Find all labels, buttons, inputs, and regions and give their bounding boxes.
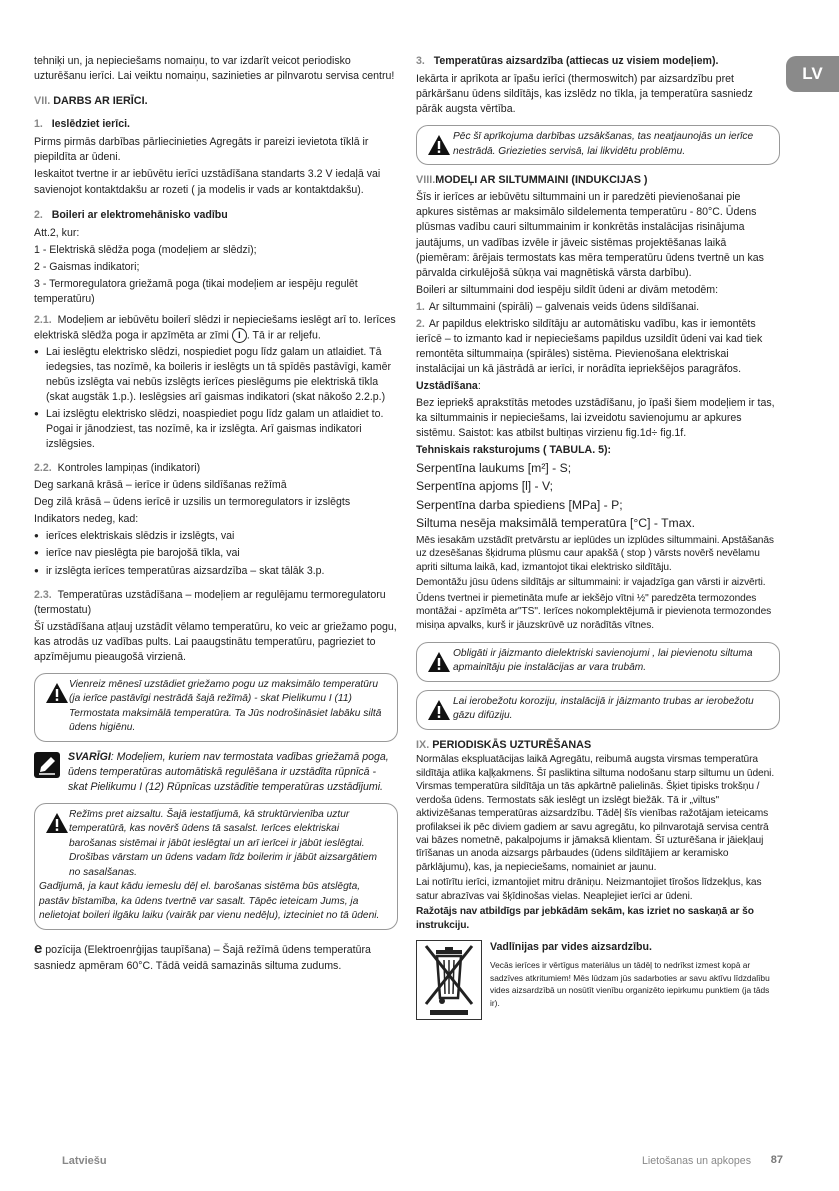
paragraph: Bez iepriekš aprakstītās metodes uzstādīšanu, jo īpaši šiem modeļiem ir tas, ka siltummainis ir nepieciešams, lai izveidotu savienojumu ar apkures sistēmu. Saistot: kas atbilst bultiņas virzienu fig.1d÷ fig.1f. <box>416 396 775 439</box>
subsection-number: 3. <box>416 55 425 67</box>
item-text: Ar siltummaini (spirāli) – galvenais veids ūdens sildīšanai. <box>428 300 700 313</box>
paragraph: Šīs ir ierīces ar iebūvētu siltummaini un ir paredzēti pievienošanai pie apkures sistēmas ar maksimālo sildelementa temperatūru - 80°C. Ūdens plūsmas vadību cauri siltummainim ir konkrētās instalācijas risinājuma jautājums, un vadības izvēle ir jāveic sistēmas projektēšanas laikā (piemēram: ārējais termostats kas mēra temperatūru ūdens tvertnē un kas pārvalda cirkulējošā sūkņa vai magnētiskā vārsta darbību). <box>416 191 764 279</box>
warning-text: Vienreiz mēnesī uzstādiet griežamo pogu uz maksimālo temperatūru (ja ierīce pastāvīgi nestrādā šajā režīmā) - skat Pielikumu I (11) Termostata maksimālā temperatūra. Ta Jūs nodrošināsiet labāku siltā ūdens higiēnu. <box>69 678 382 734</box>
pencil-note-icon <box>34 752 60 778</box>
subsection-number: 2.3. <box>34 588 52 601</box>
warning-box <box>34 673 398 742</box>
numbered-item <box>416 300 780 315</box>
eco-mode-icon: e <box>34 939 43 957</box>
warning-box <box>416 642 780 682</box>
subsection-1-heading <box>34 117 398 132</box>
item-number: 1. <box>416 300 425 313</box>
paragraph: Mēs iesakām uzstādīt pretvārstu ar ieplūdes un izplūdes siltummaini. Apstāšanās uz dzesēšanas šķidruma plūsmu caur apakšā ( stop ) vārsts novērš nevēlamu apriti siltuma laikā, kad, izmantojot tikai elektrisko sildītāju. <box>416 534 774 573</box>
warning-box <box>34 803 398 930</box>
crossed-bin-icon <box>416 940 482 1020</box>
item-text: Ar papildus elektrisko sildītāju ar automātisku vadību, kas ir iemontēts ierīcē – to izmanto kad ir nepieciešams papildus uzsildīt ūdeni vai kad tiek remontēta siltummaiņa (spirāles) sistēma. Pievienošana elektriskai instalācijai un kā jāstrādā ar ierīci, ir norādīta iepriekšējos paragrāfos. <box>416 317 763 375</box>
power-switch-icon: I <box>232 328 247 343</box>
bullet-item: ● Lai izslēgtu elektrisko slēdzi, noaspiediet pogu līdz galam un atlaidiet to. Pogai ir jānodziest, tas nozīmē, ka ir izslēgta. Arī gaismas indikatori izslēgsies. <box>34 407 398 452</box>
intro-paragraph: tehniķi un, ja nepieciešams nomaiņu, to var izdarīt veicot periodisko uzturēšanu ierīci. Lai veiktu nomaiņu, sazinieties ar pilnvarotu servisa centru! <box>34 55 395 83</box>
warning-icon <box>45 812 69 834</box>
paragraph: Iekārta ir aprīkota ar īpašu ierīci (thermoswitch) par aizsardzību pret pārkāršanu ūdens sildītājs, kas izslēdz no tīkla, ja temperatūra sasniedz pārāk augsta vērtība. <box>416 73 753 116</box>
section-number: IX. <box>416 738 430 751</box>
important-text: : Modeļiem, kuriem nav termostata vadības griežamā poga, ūdens temperatūras automātiskā regulēšana ir uzstādīta rūpnīcā - skat Pielikumu I (12) Rūpnīcas uzstādītie temperatūras uzstādījumi. <box>68 750 389 793</box>
important-note <box>34 750 398 795</box>
paragraph: Boileri ar siltummaini dod iespēju sildīt ūdeni ar divām metodēm: <box>416 283 719 296</box>
paragraph: Modeļiem ar iebūvētu boilerī slēdzi ir nepieciešams ieslēgt arī to. Ierīces elektriskā slēdža poga ir apzīmēta ar zīmi <box>34 313 396 342</box>
spec-line: Serpentīna apjoms [l] - V; <box>416 479 554 494</box>
list-item: 3 - Termoregulatora griežamā poga (tikai modeļiem ar iespēju regulēt temperatūru) <box>34 277 358 305</box>
paragraph: pozīcija (Elektroenrģijas taupīšana) – Šajā režīmā ūdens temperatūra sasniedz apmēram 60°C. Tādā veidā samazinās siltuma zudums. <box>34 943 371 972</box>
section-7-heading <box>34 94 398 109</box>
section-title: DARBS AR IERĪCI. <box>53 95 148 108</box>
install-heading: Uzstādīšana: <box>416 379 481 392</box>
warning-icon <box>45 682 69 704</box>
warning-text: Režīms pret aizsaltu. Šajā iestatījumā, kā struktūrvienība uztur temperatūrā, kas novērš ūdens tā sasalst. Ierīces elektriskai barošanas sistēmai ir jābūt ieslēgtai un arī ierīcei ir jābūt ieslēgtai. Drošības vārstam un ūdens vadam līdz boilerim ir jābūt aizsargātiem no sasalšanas. <box>69 808 378 878</box>
right-column <box>416 54 780 1020</box>
subsection-title: Ieslēdziet ierīci. <box>51 118 131 131</box>
footer-section-title: Lietošanas un apkopes <box>642 1155 751 1167</box>
warning-icon <box>427 651 451 673</box>
paragraph: Deg sarkanā krāsā – ierīce ir ūdens sildīšanas režīmā <box>34 479 287 492</box>
section-3-heading <box>416 54 780 69</box>
subsection-title: Boileri ar elektromehānisko vadību <box>51 208 228 221</box>
paragraph: Demontāžu jūsu ūdens sildītājs ar siltummaini: ir vajadzīga gan vārsti ir aizvērti. <box>416 577 766 589</box>
paragraph: Indikators nedeg, kad: <box>34 513 139 526</box>
paragraph: Pirms pirmās darbības pārliecinieties Agregāts ir pareizi ievietota tīklā ir piepildīta ar ūdeni. <box>34 136 369 164</box>
environment-body: Vecās ierīces ir vērtīgus materiālus un tādēļ to nedrīkst izmest kopā ar sadzīves atkritumiem! Mēs lūdzam jūs sadarboties ar savu aktīvu līdzdalību vides aizsardzībā un nosūtīt vienību organizēto iepirkumu punktiem (ja tāds ir). <box>490 960 770 1008</box>
warning-box <box>416 690 780 730</box>
environment-text <box>490 940 780 1020</box>
environment-box <box>416 940 780 1020</box>
important-label: SVARĪGI <box>68 750 111 763</box>
item-number: 2. <box>416 317 425 330</box>
page-number: 87 <box>770 1154 783 1166</box>
paragraph: Ieskaitot tvertne ir ar iebūvētu ierīci uzstādīšana standarts 3.2 V iedaļā vai savienojot kontaktdakšu ar rozeti ( ja modelis ir vads ar kontaktdakšu). <box>34 168 381 196</box>
footer-language: Latviešu <box>62 1155 107 1167</box>
warning-text: Pēc šī aprīkojuma darbības uzsākšanas, tas neatjaunojās un ierīce nestrādā. Griezieties servisā, lai likvidētu problēmu. <box>453 131 754 157</box>
paragraph: Deg zilā krāsā – ūdens ierīcē ir uzsilis un termoregulators ir izslēgts <box>34 496 351 509</box>
section-title: PERIODISKĀS UZTURĒŠANAS <box>432 738 592 751</box>
section-number: VII. <box>34 95 51 108</box>
subsection-number: 2. <box>34 208 43 221</box>
subsection-title: Kontroles lampiņas (indikatori) <box>57 462 201 475</box>
paragraph: Att.2, kur: <box>34 226 80 239</box>
section-9-heading <box>416 738 780 753</box>
subsection-number: 1. <box>34 118 43 131</box>
section-title: MODEĻI AR SILTUMMAINI (INDUKCIJAS ) <box>435 174 648 187</box>
bullet-item: ● ir izslēgta ierīces temperatūras aizsardzība – skat tālāk 3.p. <box>34 564 398 579</box>
paragraph: Ūdens tvertnei ir piemetināta mufe ar iekšējo vītni ½" paredzēta termozondes montāžai - apzīmēta ar"TS". Ierīces nokomplektējumā ir pievienota termozondes misiņa apvalks, kurš ir jāuzskrūvē uz norādītās vītnes. <box>416 592 772 631</box>
section-2-3-heading <box>34 588 398 618</box>
bullet-item: ● Lai ieslēgtu elektrisko slēdzi, nospiediet pogu līdz galam un atlaidiet. Tā iedegsies, tas nozīmē, ka boileris ir ieslēgts un tā spīdēs pastāvīgi, kamēr nebūs izslēgta vai nebūs izslēgts ierīces pieslēgums pie elektriskā tīkla (skat augstāk 1.p.). Ieslēgsies arī gaismas indikatori (skat nākošo 2.2.p.) <box>34 345 398 405</box>
subsection-title: Temperatūras uzstādīšana – modeļiem ar regulējamu termoregulatoru (termostatu) <box>34 588 386 616</box>
section-2-2-heading <box>34 461 398 476</box>
subsection-2-heading <box>34 208 398 223</box>
subsection-number: 2.2. <box>34 462 52 475</box>
language-tab: LV <box>786 56 839 92</box>
warning-text: Gadījumā, ja kaut kādu iemeslu dēļ el. barošanas sistēma būs atslēgta, pastāv bīstamība, ka ūdens tvertnē var sasalt. Tāpēc ieteicam Jums, ja nelietojat boileri ilgāku laiku (vairāk par vienu nedēļu), izteciniet no tā ūdeni. <box>39 881 380 922</box>
spec-line: Serpentīna darba spiediens [MPa] - P; <box>416 497 623 512</box>
install-label: Uzstādīšana <box>416 379 478 392</box>
eco-paragraph <box>34 938 398 974</box>
paragraph: Šī uzstādīšana atļauj uzstādīt vēlamo temperatūru, ko veic ar griežamo pogu, kas atrodās uz vadības pults. Lai paaugstinātu temperatūru, pagrieziet to apzīmējumu pieaugošā virzienā. <box>34 620 397 663</box>
list-item: 1 - Elektriskā slēdža poga (modeļiem ar slēdzi); <box>34 243 257 256</box>
section-number: VIII. <box>416 174 436 187</box>
subsection-title: Temperatūras aizsardzība (attiecas uz visiem modeļiem). <box>433 55 719 67</box>
section-2-1 <box>34 313 398 343</box>
spec-line: Serpentīna laukums [m²] - S; <box>416 460 572 475</box>
tech-spec-heading: Tehniskais raksturojums ( TABULA. 5): <box>416 443 612 456</box>
paragraph: Lai notīrītu ierīci, izmantojiet mitru drāniņu. Neizmantojiet tīrošos līdzekļus, kas satur abrazīvas vai šķīdinošas vielas. Neaplejiet ierīci ar ūdeni. <box>416 877 762 902</box>
warning-text: Obligāti ir jāizmanto dielektriski savienojumi , lai pievienotu siltuma apmainītāju pie instalācijas ar vara trubām. <box>453 648 753 674</box>
warning-icon <box>427 699 451 721</box>
subsection-number: 2.1. <box>34 313 52 326</box>
warning-text: Lai ierobežotu koroziju, instalācijā ir jāizmanto trubas ar ierobežotu gāzu difūziju. <box>453 695 754 722</box>
bullet-item: ● ierīce nav pieslēgta pie barojošā tīkla, vai <box>34 546 398 561</box>
warning-box <box>416 125 780 165</box>
paragraph: Normālas ekspluatācijas laikā Agregātu, reibumā augsta virsmas temperatūra sildītāja atlika kaļķakmens. Šī pasliktina siltuma nodošanu starp siltumu un ūdeni. Virsmas temperatūra sildītāja un tās apkārtnē palielinās. Šķiet tipisks trokšņu / verdoša ūdens. Termostats sāk ieslēgt un izslēgt biežāk. Tā ir „viltus" aktivizēšanas temperatūras aizsardzību. Tādēļ šīs vienības ražotājam ieteicams profilaksei ik pēc diviem gadiem ar savu agregātu, ko pilnvarotajā servisa centrā vai bāzes nometnē, pakalpojums ir jāmaksā klientam. Šī uzturēšana ir jāiekļauj tīrīšanas un anoda aizsargs pārbaudes (ūdens sildītājiem ar keramisko pārklājumu), kas, ja nepieciešams, nomainiet ar jaunu. <box>416 754 775 873</box>
bullet-item: ● ierīces elektriskais slēdzis ir izslēgts, vai <box>34 529 398 544</box>
disclaimer: Ražotājs nav atbildīgs par jebkādām sekām, kas izriet no saskaņā ar šo instrukciju. <box>416 906 754 931</box>
left-column <box>34 54 398 976</box>
paragraph: . Tā ir ar reljefu. <box>246 329 321 342</box>
numbered-item <box>416 317 780 377</box>
section-8-heading <box>416 173 780 188</box>
spec-line: Siltuma nesēja maksimālā temperatūra [°C] - Tmax. <box>416 516 695 531</box>
environment-title: Vadlīnijas par vides aizsardzību. <box>490 941 652 954</box>
warning-icon <box>427 134 451 156</box>
list-item: 2 - Gaismas indikatori; <box>34 260 140 273</box>
